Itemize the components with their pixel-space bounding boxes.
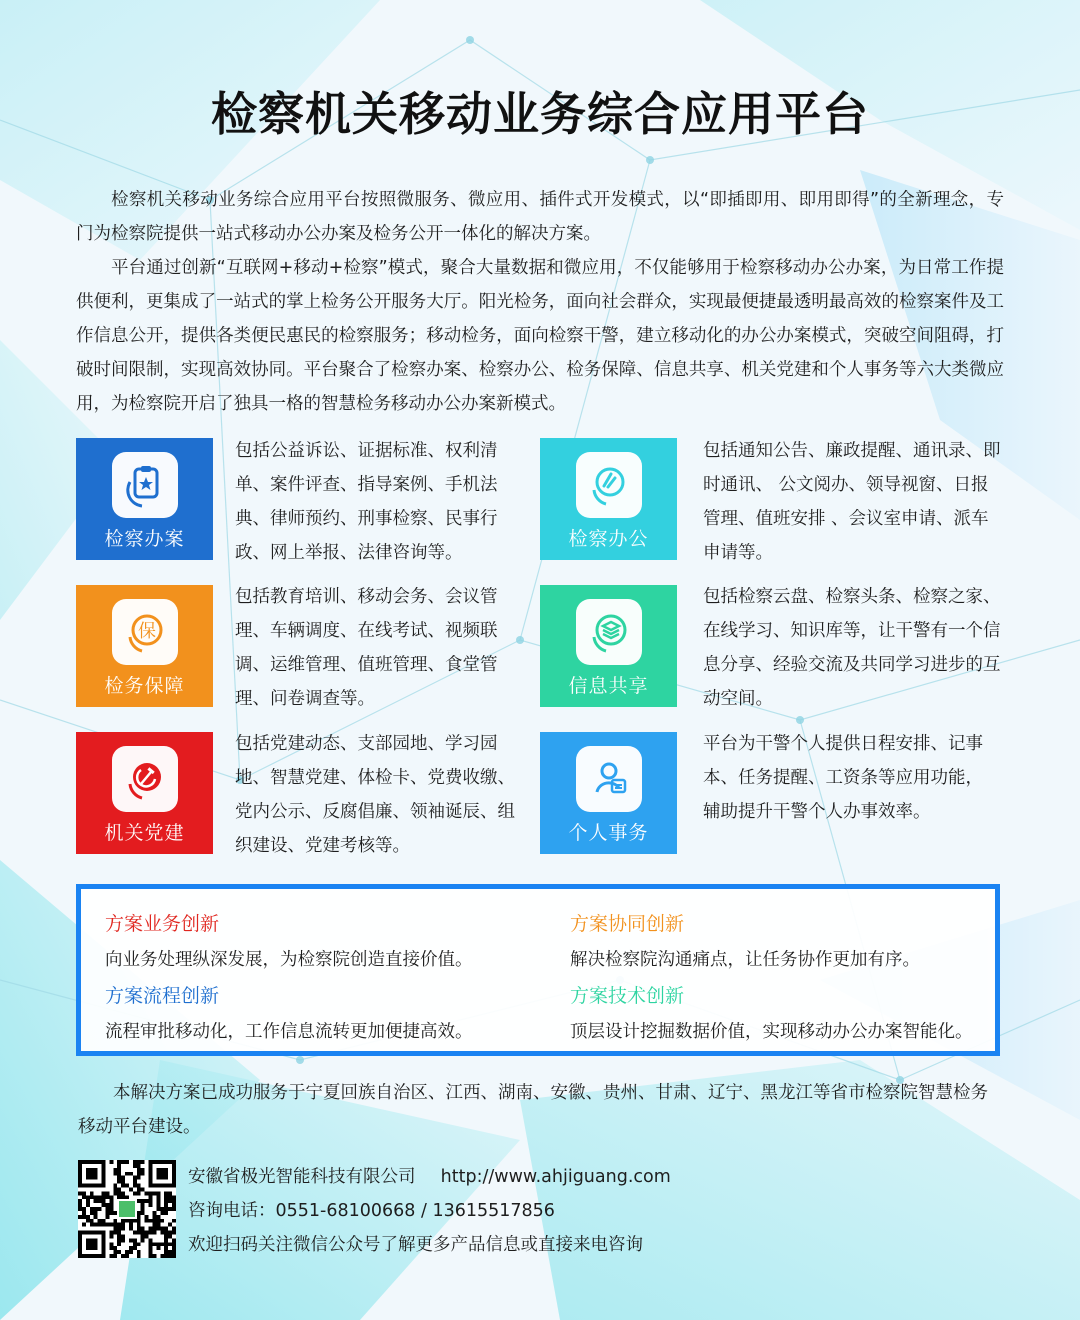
innovation-text: 流程审批移动化，工作信息流转更加便捷高效。: [105, 1022, 473, 1042]
company-url-link[interactable]: http://www.ahjiguang.com: [440, 1167, 671, 1187]
company-name: 安徽省极光智能科技有限公司: [188, 1167, 416, 1187]
page-title: 检察机关移动业务综合应用平台: [211, 87, 869, 141]
innovation-text: 解决检察院沟通痛点，让任务协作更加有序。: [570, 950, 920, 970]
module-tile-info-sharing[interactable]: [540, 585, 677, 707]
innovation-heading: 方案业务创新: [105, 913, 220, 935]
innovation-text: 向业务处理纵深发展，为检察院创造直接价值。: [105, 950, 473, 970]
innovation-heading: 方案流程创新: [105, 985, 220, 1007]
hammer-sickle-icon: [112, 746, 178, 812]
contact-line-company: [188, 1163, 671, 1188]
bao-badge-icon: [112, 599, 178, 665]
innovation-heading: 方案协同创新: [570, 913, 685, 935]
intro-paragraph-1: 检察机关移动业务综合应用平台按照微服务、微应用、插件式开发模式，以“即插即用、即用即得”的全新理念，专门为检察院提供一站式移动办公办案及检务公开一体化的解决方案。: [76, 190, 1004, 244]
module-tile-party-building[interactable]: [76, 732, 213, 854]
module-tile-personal-affairs[interactable]: [540, 732, 677, 854]
module-label: 检务保障: [104, 675, 185, 697]
clipboard-star-icon: [112, 452, 178, 518]
closing-paragraph: 本解决方案已成功服务于宁夏回族自治区、江西、湖南、安徽、贵州、甘肃、辽宁、黑龙江等省市检察院智慧检务移动平台建设。: [78, 1083, 988, 1137]
pen-nib-icon: [576, 452, 642, 518]
innovation-text: 顶层设计挖掘数据价值，实现移动办公办案智能化。: [570, 1022, 973, 1042]
module-tile-office[interactable]: [540, 438, 677, 560]
module-tile-case-handling[interactable]: [76, 438, 213, 560]
module-description: 包括教育培训、移动会务、会议管理、车辆调度、在线考试、视频联调、运维管理、值班管理、食堂管理、问卷调查等。: [235, 587, 498, 709]
innovation-panel: [76, 884, 1000, 1056]
module-label: 检察办公: [568, 528, 649, 550]
module-label: 机关党建: [104, 822, 185, 844]
module-label: 个人事务: [568, 822, 649, 844]
module-description: 平台为干警个人提供日程安排、记事本、任务提醒、工资条等应用功能，辅助提升干警个人办事效率。: [703, 734, 983, 822]
contact-phone: 咨询电话：0551-68100668 / 13615517856: [188, 1201, 555, 1221]
module-description: 包括公益诉讼、证据标准、权利清单、案件评查、指导案例、手机法典、律师预约、刑事检察、民事行政、网上举报、法律咨询等。: [235, 441, 498, 563]
module-description: 包括检察云盘、检察头条、检察之家、在线学习、知识库等，让干警有一个信息分享、经验交流及共同学习进步的互动空间。: [703, 587, 1001, 709]
module-description: 包括通知公告、廉政提醒、通讯录、即时通讯、 公文阅办、领导视窗、日报管理、值班安排 、会议室申请、派车申请等。: [703, 441, 1001, 563]
svg-text:保: 保: [137, 621, 156, 642]
layers-icon: [576, 599, 642, 665]
qr-code[interactable]: [78, 1160, 176, 1258]
module-tile-support[interactable]: [76, 585, 213, 707]
contact-note: 欢迎扫码关注微信公众号了解更多产品信息或直接来电咨询: [188, 1235, 643, 1255]
intro-text: [76, 183, 1004, 421]
innovation-heading: 方案技术创新: [570, 985, 685, 1007]
intro-paragraph-2: 平台通过创新“互联网+移动+检察”模式，聚合大量数据和微应用，不仅能够用于检察移动办公办案，为日常工作提供便利，更集成了一站式的掌上检务公开服务大厅。阳光检务，面向社会群众，实现最便捷最透明最高效的检察案件及工作信息公开，提供各类便民惠民的检察服务；移动检务，面向检察干警，建立移动化的办公办案模式，突破空间阻碍，打破时间限制，实现高效协同。平台聚合了检察办案、检察办公、检务保障、信息共享、机关党建和个人事务等六大类微应用，为检察院开启了独具一格的智慧检务移动办公办案新模式。: [76, 258, 1004, 414]
module-label: 检察办案: [104, 528, 185, 550]
person-card-icon: [576, 746, 642, 812]
module-label: 信息共享: [568, 675, 649, 697]
module-description: 包括党建动态、支部园地、学习园地、智慧党建、体检卡、党费收缴、党内公示、反腐倡廉、领袖诞辰、组织建设、党建考核等。: [235, 734, 515, 856]
